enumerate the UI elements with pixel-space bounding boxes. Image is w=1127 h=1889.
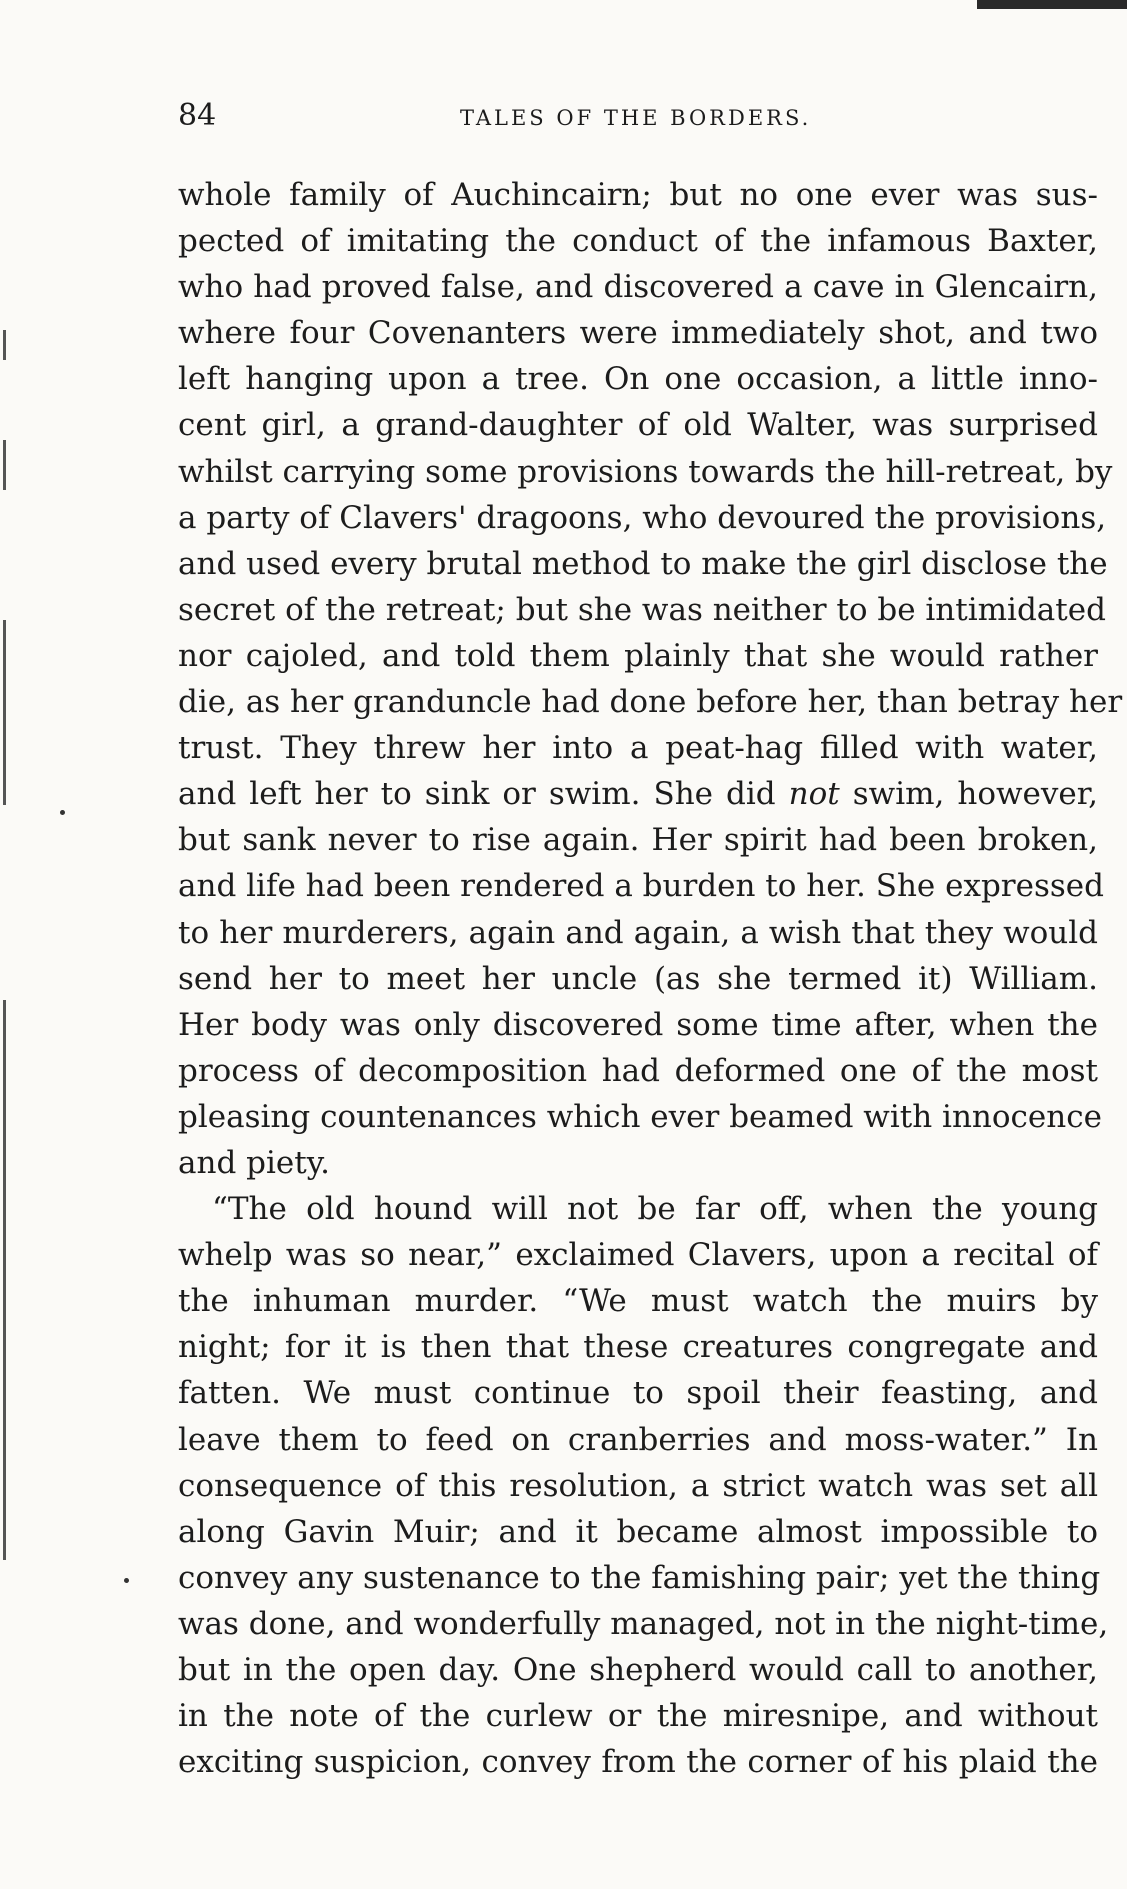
text-line: consequence of this resolution, a strict watch was set all: [178, 1467, 1098, 1504]
text-line: night; for it is then that these creatures congregate and: [178, 1329, 1098, 1366]
text-line: whelp was so near,” exclaimed Clavers, upon a recital of: [178, 1237, 1098, 1274]
text-line: [178, 771, 1098, 817]
text-line: to her murderers, again and again, a wish that they would: [178, 914, 1098, 951]
text-line: and used every brutal method to make the girl disclose the: [178, 545, 1108, 582]
speck: [60, 810, 65, 815]
text-line: in the note of the curlew or the miresnipe, and without: [178, 1698, 1098, 1735]
top-edge-rule: [977, 0, 1127, 9]
text-line: a party of Clavers' dragoons, who devoured the provisions,: [178, 499, 1107, 536]
text-line: but sank never to rise again. Her spirit had been broken,: [178, 822, 1098, 859]
text-line: secret of the retreat; but she was neither to be intimidated: [178, 591, 1106, 628]
text-line: but in the open day. One shepherd would call to another,: [178, 1652, 1098, 1688]
text-line: Her body was only discovered some time after, when the: [178, 1006, 1098, 1043]
text-line: where four Covenanters were immediately shot, and two: [178, 315, 1098, 352]
text-run: swim, however,: [839, 776, 1098, 813]
text-line: whole family of Auchincairn; but no one ever was sus-: [178, 177, 1098, 213]
text-line: left hanging upon a tree. On one occasion, a little inno-: [178, 361, 1098, 398]
text-line: cent girl, a grand-daughter of old Walter, was surprised: [178, 407, 1098, 444]
text-line: along Gavin Muir; and it became almost impossible to: [178, 1513, 1098, 1550]
text-line: convey any sustenance to the famishing pair; yet the thing: [178, 1559, 1101, 1596]
speck: [124, 1578, 129, 1583]
text-line: whilst carrying some provisions towards the hill-retreat, by: [178, 453, 1113, 490]
text-line: “The old hound will not be far off, when the young: [212, 1191, 1098, 1228]
text-run: and left her to sink or swim. She did: [178, 776, 789, 813]
text-line: and piety.: [178, 1144, 330, 1181]
text-line: and life had been rendered a burden to her. She expressed: [178, 868, 1104, 905]
running-head: TALES OF THE BORDERS.: [460, 106, 812, 130]
page-number: 84: [178, 98, 217, 133]
text-line: die, as her granduncle had done before her, than betray her: [178, 684, 1123, 721]
text-line: leave them to feed on cranberries and moss-water.” In: [178, 1421, 1098, 1458]
text-line: fatten. We must continue to spoil their feasting, and: [178, 1375, 1098, 1412]
page-header: [178, 98, 1087, 138]
text-line: pleasing countenances which ever beamed with innocence: [178, 1098, 1102, 1135]
text-line: send her to meet her uncle (as she termed it) William.: [178, 960, 1098, 997]
emphasis-word: not: [788, 776, 840, 813]
text-line: exciting suspicion, convey from the corner of his plaid the: [178, 1744, 1098, 1781]
text-line: was done, and wonderfully managed, not in the night-time,: [178, 1605, 1109, 1642]
text-line: process of decomposition had deformed one of the most: [178, 1052, 1098, 1089]
text-line: pected of imitating the conduct of the infamous Baxter,: [178, 223, 1098, 260]
binding-edge: [0, 0, 14, 1889]
text-line: trust. They threw her into a peat-hag filled with water,: [178, 730, 1098, 767]
text-line: who had proved false, and discovered a cave in Glencairn,: [178, 269, 1098, 306]
text-line: nor cajoled, and told them plainly that she would rather: [178, 637, 1098, 674]
text-line: the inhuman murder. “We must watch the muirs by: [178, 1283, 1098, 1320]
body-text: [178, 172, 1123, 1785]
